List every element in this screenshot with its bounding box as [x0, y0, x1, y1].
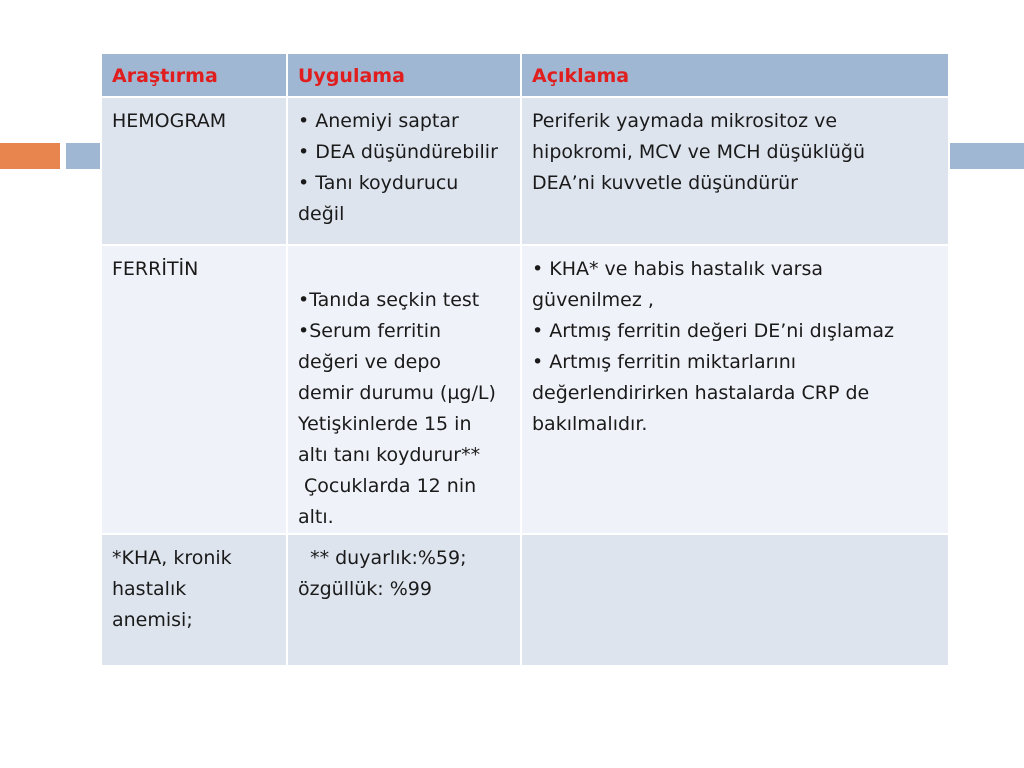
ferritin-uygulama-line: Çocuklarda 12 nin [298, 475, 477, 497]
orange-accent-bar [0, 143, 60, 169]
cell-ferritin-aciklama [521, 245, 949, 534]
cell-hemogram-name [101, 97, 287, 245]
ferritin-uygulama-line: altı. [298, 506, 334, 528]
hemogram-aciklama-line: Periferik yaymada mikrositoz ve [532, 110, 838, 132]
ferritin-uygulama-line: •Tanıda seçkin test [298, 289, 480, 311]
note-name-line: hastalık [112, 578, 187, 600]
blue-accent-bar-right [948, 143, 1024, 169]
hemogram-uygulama-line: • Tanı koydurucu [298, 172, 459, 194]
hemogram-aciklama-line: DEA’ni kuvvetle düşündürür [532, 172, 798, 194]
ferritin-aciklama-line: • Artmış ferritin miktarlarını [532, 351, 797, 373]
table-row-ferritin [101, 245, 949, 534]
blue-accent-bar-left [66, 143, 102, 169]
ferritin-uygulama-line: Yetişkinlerde 15 in [298, 413, 472, 435]
hemogram-uygulama-line: değil [298, 203, 345, 225]
header-uygulama: Uygulama [287, 53, 521, 97]
table-row-hemogram [101, 97, 949, 245]
ferritin-aciklama-line: değerlendirirken hastalarda CRP de [532, 382, 870, 404]
table-row-note [101, 534, 949, 666]
table-header-row [101, 53, 949, 97]
ferritin-uygulama-line: altı tanı koydurur** [298, 444, 481, 466]
cell-ferritin-uygulama [287, 245, 521, 534]
note-uygulama-line: özgüllük: %99 [298, 578, 432, 600]
hemogram-name: HEMOGRAM [112, 110, 227, 132]
cell-ferritin-name [101, 245, 287, 534]
header-arastirma: Araştırma [101, 53, 287, 97]
header-aciklama: Açıklama [521, 53, 949, 97]
note-uygulama-line: ** duyarlık:%59; [298, 547, 467, 569]
ferritin-uygulama-line: değeri ve depo [298, 351, 442, 373]
cell-hemogram-uygulama [287, 97, 521, 245]
ferritin-aciklama-line: • KHA* ve habis hastalık varsa [532, 258, 823, 280]
ferritin-name: FERRİTİN [112, 258, 199, 280]
note-name-line: *KHA, kronik [112, 547, 232, 569]
ferritin-aciklama-line: bakılmalıdır. [532, 413, 648, 435]
ferritin-aciklama-line: • Artmış ferritin değeri DE’ni dışlamaz [532, 320, 894, 342]
ferritin-uygulama-line [298, 254, 512, 285]
diagnosis-table [100, 52, 950, 667]
hemogram-aciklama-line: hipokromi, MCV ve MCH düşüklüğü [532, 141, 866, 163]
hemogram-uygulama-line: • DEA düşündürebilir [298, 141, 498, 163]
hemogram-uygulama-line: • Anemiyi saptar [298, 110, 459, 132]
cell-hemogram-aciklama [521, 97, 949, 245]
cell-note-name [101, 534, 287, 666]
note-name-line: anemisi; [112, 609, 193, 631]
cell-note-uygulama [287, 534, 521, 666]
ferritin-uygulama-line: demir durumu (µg/L) [298, 382, 496, 404]
ferritin-aciklama-line: güvenilmez , [532, 289, 654, 311]
ferritin-uygulama-line: •Serum ferritin [298, 320, 442, 342]
cell-note-aciklama [521, 534, 949, 666]
